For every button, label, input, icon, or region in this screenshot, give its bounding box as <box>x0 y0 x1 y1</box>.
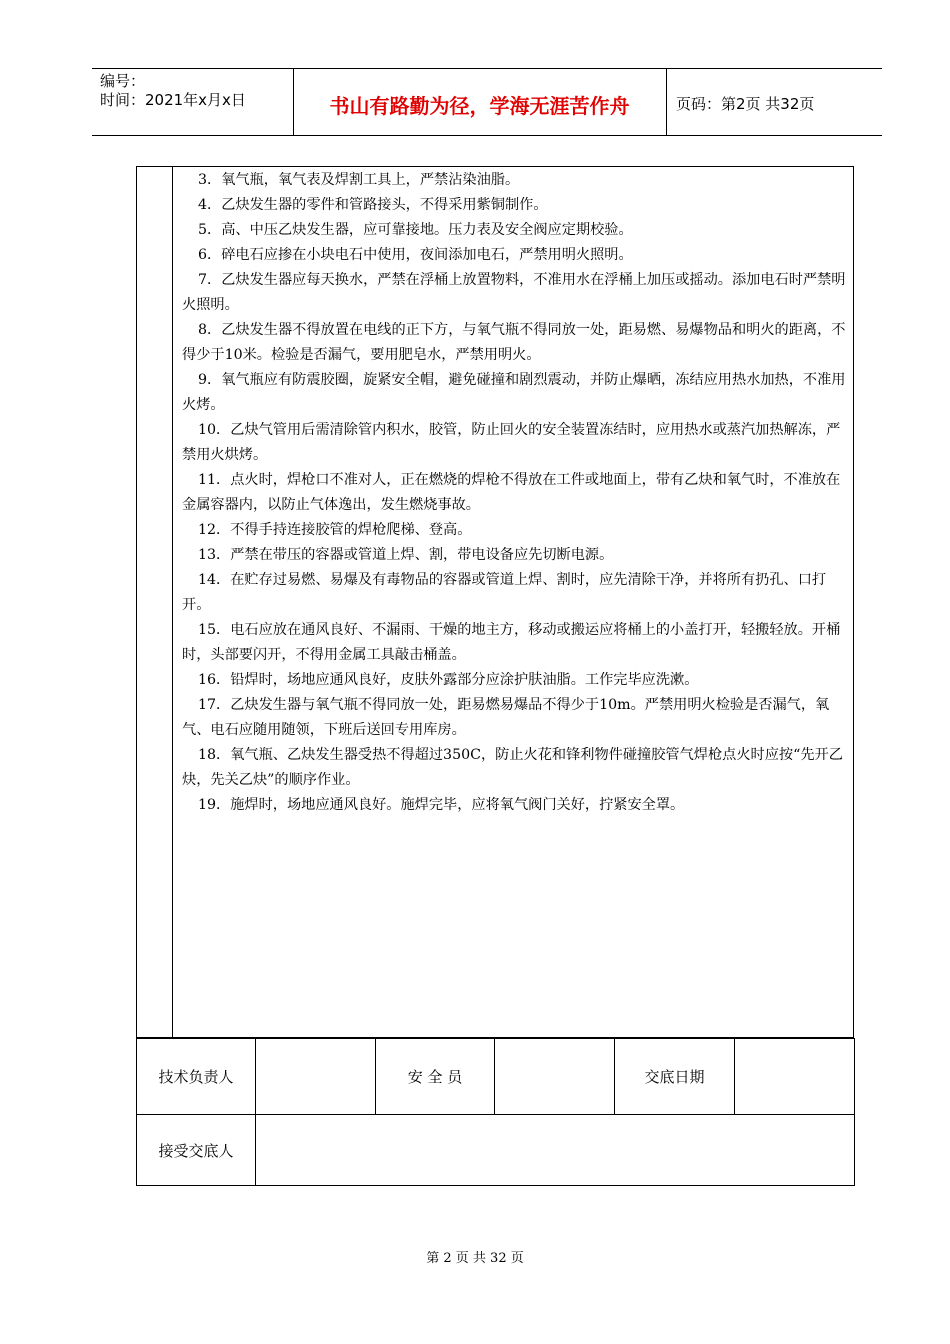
tech-lead-label: 技术负责人 <box>137 1039 256 1115</box>
rule-item: 11．点火时，焊枪口不准对人，正在燃烧的焊枪不得放在工件或地面上，带有乙炔和氧气时，不准放在金属容器内，以防止气体逸出，发生燃烧事故。 <box>182 472 841 513</box>
rule-item: 7．乙炔发生器应每天换水，严禁在浮桶上放置物料，不准用水在浮桶上加压或摇动。添加电石时严禁明火照明。 <box>182 272 846 313</box>
header-top-rule <box>92 68 882 69</box>
rule-item: 18．氧气瓶、乙炔发生器受热不得超过350C，防止火花和锋利物件碰撞胶管气焊枪点火时应按“先开乙炔，先关乙炔”的顺序作业。 <box>182 747 843 788</box>
rule-item: 9．氧气瓶应有防震胶圈，旋紧安全帽，避免碰撞和剧烈震动，并防止爆晒，冻结应用热水加热，不准用火烤。 <box>182 372 846 413</box>
rule-item: 17．乙炔发生器与氧气瓶不得同放一处，距易燃易爆品不得少于10m。严禁用明火检验是否漏气，氧气、电石应随用随领，下班后送回专用库房。 <box>182 697 830 738</box>
rule-item: 10．乙炔气管用后需清除管内积水，胶管，防止回火的安全装置冻结时，应用热水或蒸汽加热解冻，严禁用火烘烤。 <box>182 422 841 463</box>
rule-item: 19．施焊时，场地应通风良好。施焊完毕，应将氧气阀门关好，拧紧安全罩。 <box>198 797 685 813</box>
header-bottom-rule <box>92 135 882 136</box>
rule-item: 12．不得手持连接胶管的焊枪爬梯、登高。 <box>198 522 472 538</box>
header-meta <box>100 72 246 110</box>
header-motto: 书山有路勤为径，学海无涯苦作舟 <box>329 94 630 118</box>
receiver-signature-cell[interactable] <box>256 1115 855 1186</box>
rule-item: 15．电石应放在通风良好、不漏雨、干燥的地主方，移动或搬运应将桶上的小盖打开，轻搬轻放。开桶时，头部要闪开，不得用金属工具敲击桶盖。 <box>182 622 841 663</box>
rule-item: 8．乙炔发生器不得放置在电线的正下方，与氧气瓶不得同放一处，距易燃、易爆物品和明火的距离，不得少于10米。检验是否漏气，要用肥皂水，严禁用明火。 <box>182 322 846 363</box>
content-left-column-rule <box>172 166 173 1038</box>
briefing-date-label: 交底日期 <box>615 1039 735 1115</box>
rule-item: 14．在贮存过易燃、易爆及有毒物品的容器或管道上焊、割时，应先清除干净，并将所有扔孔、口打开。 <box>182 572 827 613</box>
safety-rules-list <box>182 168 847 818</box>
safety-officer-signature-cell[interactable] <box>495 1039 615 1115</box>
rule-item: 16．铅焊时，场地应通风良好，皮肤外露部分应涂护肤油脂。工作完毕应洗漱。 <box>198 672 699 688</box>
tech-lead-signature-cell[interactable] <box>256 1039 376 1115</box>
safety-officer-label: 安 全 员 <box>376 1039 495 1115</box>
document-time-label: 时间：2021年x月x日 <box>100 91 246 109</box>
signature-table <box>136 1038 855 1186</box>
document-number-label: 编号： <box>100 72 146 90</box>
rule-item: 5．高、中压乙炔发生器，应可靠接地。压力表及安全阀应定期校验。 <box>198 222 633 238</box>
rule-item: 6．碎电石应掺在小块电石中使用，夜间添加电石，严禁用明火照明。 <box>198 247 633 263</box>
receiver-label: 接受交底人 <box>137 1115 256 1186</box>
header-page-info: 页码：第2页 共32页 <box>676 95 815 113</box>
receiver-row <box>137 1115 855 1186</box>
signature-row <box>137 1039 855 1115</box>
briefing-date-cell[interactable] <box>735 1039 855 1115</box>
rule-item: 3．氧气瓶，氧气表及焊割工具上，严禁沾染油脂。 <box>198 172 520 188</box>
header-divider <box>666 68 667 135</box>
rule-item: 4．乙炔发生器的零件和管路接头，不得采用紫铜制作。 <box>198 197 548 213</box>
rule-item: 13．严禁在带压的容器或管道上焊、割，带电设备应先切断电源。 <box>198 547 614 563</box>
page-footer: 第 2 页 共 32 页 <box>426 1251 524 1266</box>
